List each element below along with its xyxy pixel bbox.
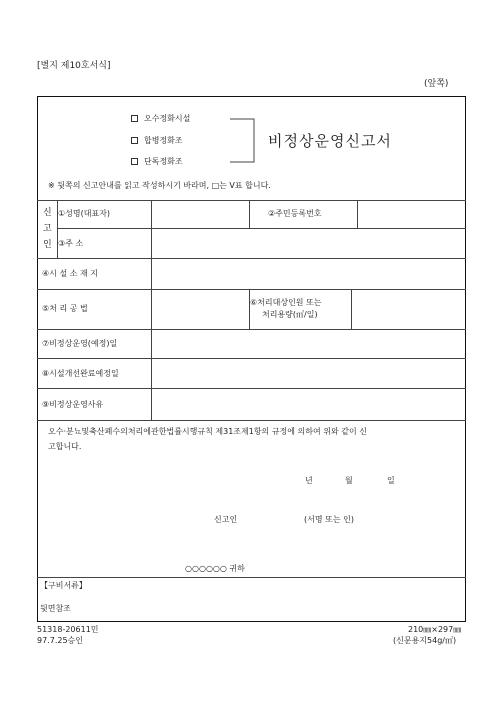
form-title: 비정상운영신고서: [268, 132, 392, 150]
notice-text: ※ 뒷쪽의 신고안내를 읽고 작성하시기 바라며, □는 V표 합니다.: [48, 181, 271, 190]
signature-note: (서명 또는 인): [304, 515, 354, 524]
field-abnormal-date-input[interactable]: [152, 330, 464, 357]
field-improvement-date-label: ⑧시설개선완료예정일: [42, 369, 119, 378]
declaration-line-2: 고합니다.: [48, 442, 82, 451]
field-abnormal-reason-input[interactable]: [152, 389, 464, 419]
field-capacity-label-1: ⑥처리대상인원 또는: [250, 298, 322, 307]
reporter-label-2: 고: [43, 224, 52, 234]
options-bracket: [228, 118, 268, 164]
field-resident-no-input[interactable]: [358, 201, 464, 227]
field-capacity-label-2: 처리용량(㎥/일): [262, 310, 318, 319]
field-resident-no-label: ②주민등록번호: [268, 209, 322, 218]
date-month-label: 월: [345, 476, 353, 485]
field-improvement-date-input[interactable]: [152, 359, 464, 387]
declaration-line-1: 오수·분뇨및축산폐수의처리에관한법률시행규칙 제31조제1항의 규정에 의하여 위와 같이 신: [48, 427, 368, 436]
field-facility-location-label: ④시 설 소 재 지: [42, 269, 98, 278]
checkbox-sewage-facility[interactable]: [131, 115, 138, 122]
option-sewage-facility: 오수정화시설: [144, 114, 191, 123]
form-number: [별지 제10호서식]: [37, 61, 111, 71]
footer-size: 210㎜×297㎜: [408, 625, 462, 634]
field-name-input[interactable]: [152, 201, 248, 227]
field-address-input[interactable]: [152, 229, 464, 257]
checkbox-single-tank[interactable]: [131, 158, 138, 165]
documents-value: 뒷면참조: [40, 604, 71, 613]
recipient-line: ○○○○○○ 귀하: [185, 564, 245, 573]
field-abnormal-date-label: ⑦비정상운영(예정)일: [42, 339, 118, 348]
date-year-label: 년: [305, 476, 313, 485]
field-treatment-method-label: ⑤처 리 공 법: [42, 304, 88, 313]
option-combined-tank: 합병정화조: [144, 136, 183, 145]
field-address-label: ③주 소: [58, 239, 84, 248]
reporter-label-3: 인: [43, 240, 52, 250]
documents-label: 【구비서류】: [40, 581, 87, 590]
footer-paper: (신문용지54g/㎡): [393, 636, 457, 645]
footer-code: 51318-20611민: [37, 625, 99, 634]
option-single-tank: 단독정화조: [144, 157, 183, 166]
date-day-label: 일: [387, 476, 395, 485]
field-facility-location-input[interactable]: [152, 259, 464, 288]
reporter-label-1: 신: [43, 208, 52, 218]
footer-approved: 97.7.25승인: [37, 636, 83, 645]
field-capacity-input[interactable]: [352, 290, 464, 328]
checkbox-combined-tank[interactable]: [131, 137, 138, 144]
page-side-label: (앞쪽): [424, 79, 449, 89]
signer-label: 신고인: [214, 515, 238, 524]
field-abnormal-reason-label: ⑨비정상운영사유: [42, 400, 104, 409]
field-treatment-method-input[interactable]: [152, 290, 248, 328]
field-name-label: ①성명(대표자): [58, 209, 111, 218]
